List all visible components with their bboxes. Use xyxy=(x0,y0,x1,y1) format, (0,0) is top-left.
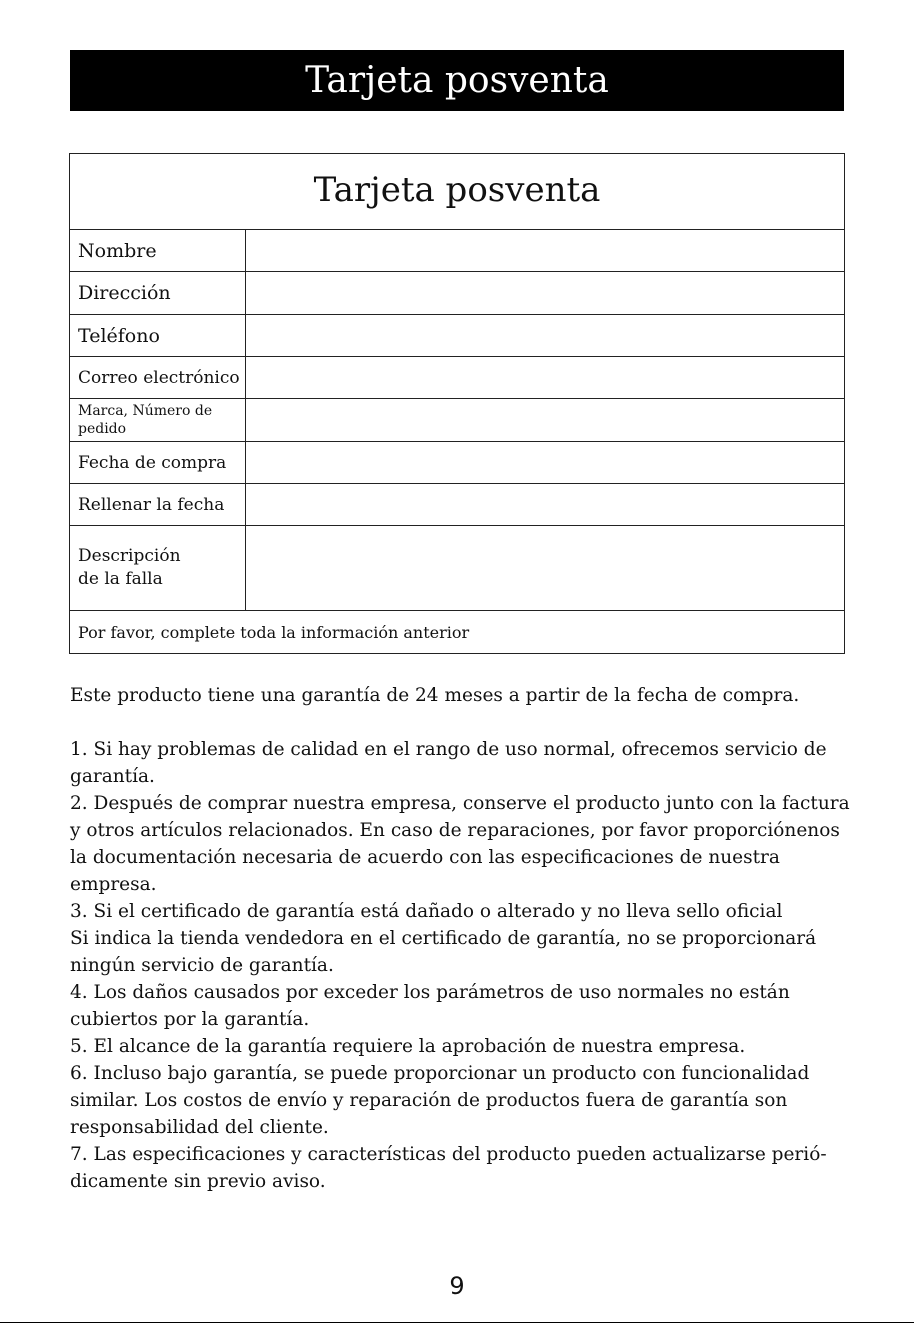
card-title: Tarjeta posventa xyxy=(70,154,844,230)
field-value-brand-order[interactable] xyxy=(246,399,844,441)
warranty-item: 6. Incluso bajo garantía, se puede proporcionar un producto con funcionalidad similar. Los costos de envío y reparación de productos fuera de garantía son responsabilidad del cliente. xyxy=(70,1063,810,1138)
warranty-item: 1. Si hay problemas de calidad en el rango de uso normal, ofrecemos servicio de garantía. xyxy=(70,739,827,787)
field-label-email: Correo electrónico xyxy=(70,357,246,398)
field-row-fault-description xyxy=(70,526,844,611)
banner-title: Tarjeta posventa xyxy=(70,50,844,111)
field-value-fault-description[interactable] xyxy=(246,526,844,610)
field-label-address: Dirección xyxy=(70,272,246,314)
field-row-phone xyxy=(70,315,844,357)
field-value-address[interactable] xyxy=(246,272,844,314)
field-row-name xyxy=(70,230,844,272)
field-row-fill-date xyxy=(70,484,844,526)
after-sales-card xyxy=(69,153,845,654)
field-label-brand-order: Marca, Número de pedido xyxy=(70,399,246,441)
bottom-rule xyxy=(0,1322,914,1323)
field-row-purchase-date xyxy=(70,442,844,484)
warranty-item: Si indica la tienda vendedora en el certificado de garantía, no se proporcionará ningún servicio de garantía. xyxy=(70,928,817,976)
field-label-purchase-date: Fecha de compra xyxy=(70,442,246,483)
warranty-intro: Este producto tiene una garantía de 24 meses a partir de la fecha de compra. xyxy=(70,685,800,706)
field-label-name: Nombre xyxy=(70,230,246,271)
warranty-item: 4. Los daños causados por exceder los parámetros de uso normales no están cubiertos por la garantía. xyxy=(70,982,790,1030)
field-value-email[interactable] xyxy=(246,357,844,398)
field-label-fill-date: Rellenar la fecha xyxy=(70,484,246,525)
page-number: 9 xyxy=(449,1272,465,1300)
field-value-purchase-date[interactable] xyxy=(246,442,844,483)
field-value-name[interactable] xyxy=(246,230,844,271)
card-note: Por favor, complete toda la información anterior xyxy=(78,622,470,642)
warranty-item: 5. El alcance de la garantía requiere la aprobación de nuestra empresa. xyxy=(70,1036,746,1057)
warranty-item: 7. Las especificaciones y características del producto pueden actualizarse perió-dicamente sin previo aviso. xyxy=(70,1144,827,1192)
warranty-item: 3. Si el certificado de garantía está dañado o alterado y no lleva sello oficial xyxy=(70,901,783,922)
field-value-fill-date[interactable] xyxy=(246,484,844,525)
field-row-brand-order xyxy=(70,399,844,442)
warranty-item: 2. Después de comprar nuestra empresa, conserve el producto junto con la factura y otros artículos relacionados. En caso de reparaciones, por favor proporciónenos la documentación necesaria de acuerdo con las especificaciones de nuestra empresa. xyxy=(70,793,850,895)
field-row-email xyxy=(70,357,844,399)
field-label-fault-description: Descripción de la falla xyxy=(70,526,246,610)
field-label-phone: Teléfono xyxy=(70,315,246,356)
field-value-phone[interactable] xyxy=(246,315,844,356)
warranty-text xyxy=(70,682,860,1195)
field-row-address xyxy=(70,272,844,315)
